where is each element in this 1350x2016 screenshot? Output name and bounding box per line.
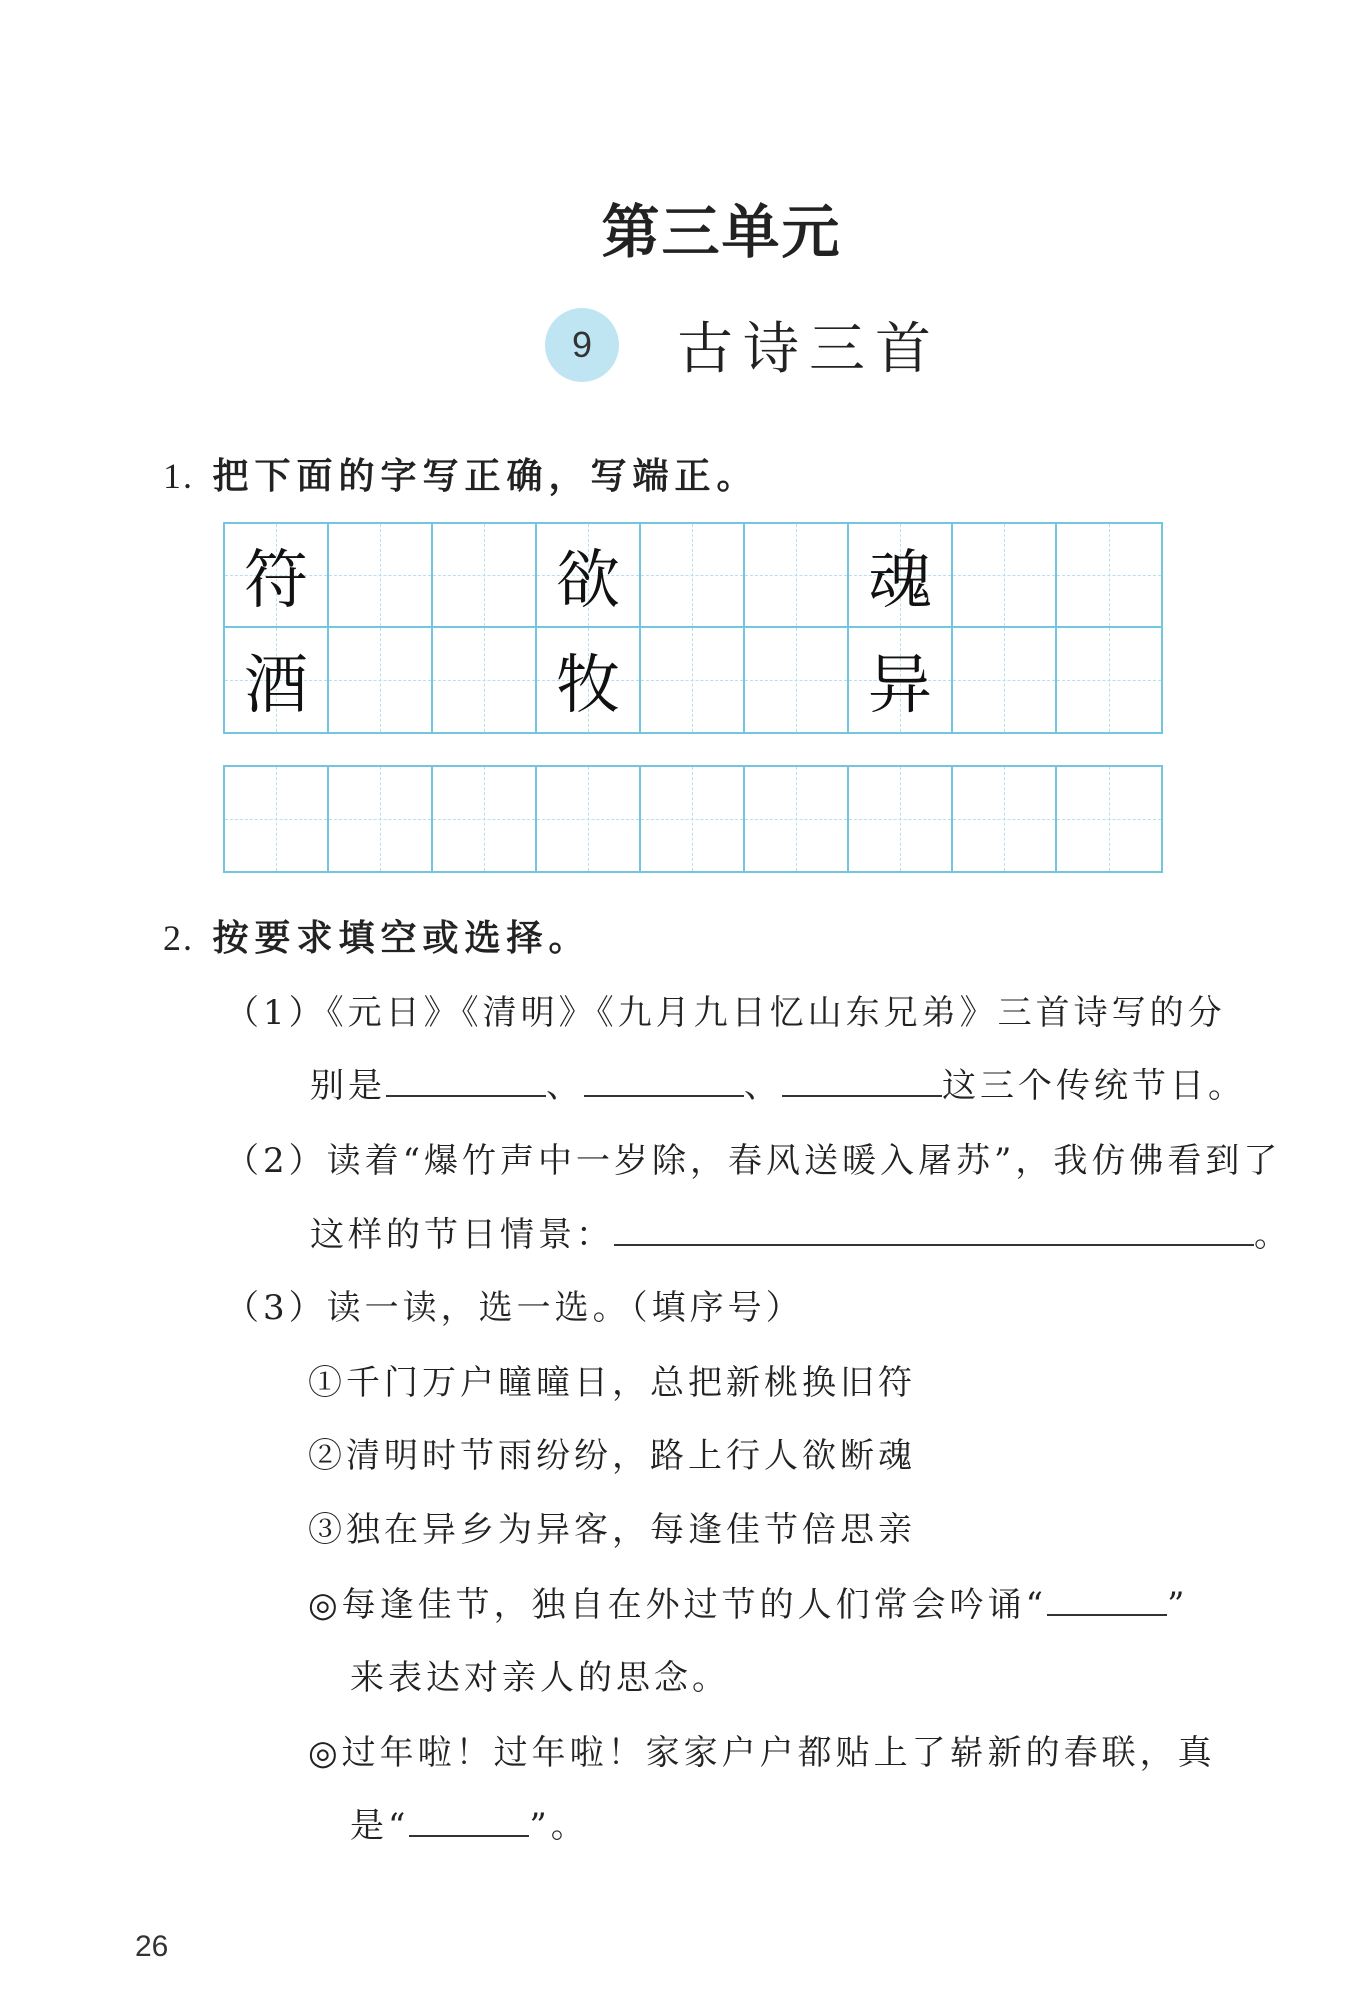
grid-cell[interactable]: 酒: [225, 628, 329, 732]
grid-cell[interactable]: [641, 628, 745, 732]
grid-cell[interactable]: [953, 767, 1057, 871]
sub1-text: 《元日》《清明》《九月九日忆山东兄弟》三首诗写的分: [326, 993, 1226, 1033]
question-2-text: 按要求填空或选择。: [212, 917, 591, 959]
grid-cell[interactable]: [1057, 767, 1161, 871]
question-2-number: 2.: [163, 918, 194, 958]
sub1-line2: [310, 1058, 1246, 1107]
sub3-label: （3）: [225, 1288, 327, 1328]
writing-grid-practice: [223, 522, 1163, 734]
sub2-text: 读着“爆竹声中一岁除，春风送暖入屠苏”，我仿佛看到了: [326, 1141, 1282, 1181]
sub3-item1-line1: [308, 1577, 1188, 1626]
sub3-item1-line2: 来表达对亲人的思念。: [350, 1658, 730, 1698]
sub3-line: [225, 1280, 804, 1329]
grid-cell[interactable]: [329, 767, 433, 871]
sub3-text: 读一读，选一选。（填序号）: [326, 1288, 804, 1328]
grid-cell[interactable]: [641, 767, 745, 871]
fill-blank-festival-1[interactable]: [386, 1065, 546, 1097]
lesson-header: [545, 305, 941, 385]
grid-cell[interactable]: [433, 767, 537, 871]
option-3: ③独在异乡为异客，每逢佳节倍思亲: [308, 1510, 916, 1550]
item2-text-a: 是“: [350, 1806, 410, 1846]
fill-blank-festival-2[interactable]: [584, 1065, 744, 1097]
question-1-number: 1.: [163, 456, 194, 496]
fill-blank-item-1[interactable]: [1047, 1584, 1167, 1616]
grid-cell[interactable]: [433, 628, 537, 732]
option-2: ②清明时节雨纷纷，路上行人欲断魂: [308, 1436, 916, 1476]
page-number: 26: [135, 1930, 169, 1963]
fill-blank-scene[interactable]: [614, 1214, 1254, 1246]
question-1-text: 把下面的字写正确，写端正。: [212, 455, 759, 497]
sub3-item2-line2: [350, 1798, 589, 1847]
lesson-number-badge: 9: [545, 308, 619, 382]
separator: 、: [744, 1066, 782, 1106]
grid-cell[interactable]: [433, 524, 537, 628]
grid-cell[interactable]: [745, 524, 849, 628]
item2-text-b: ”。: [529, 1806, 589, 1846]
option-1: ①千门万户曈曈日，总把新桃换旧符: [308, 1363, 916, 1403]
fill-blank-item-2[interactable]: [409, 1805, 529, 1837]
question-2-title: [163, 910, 591, 961]
grid-cell[interactable]: [329, 628, 433, 732]
grid-cell[interactable]: [537, 767, 641, 871]
sub2-line1: [225, 1133, 1281, 1182]
sub2-label: （2）: [225, 1141, 327, 1181]
grid-cell[interactable]: [953, 628, 1057, 732]
grid-cell[interactable]: 牧: [537, 628, 641, 732]
grid-cell[interactable]: [641, 524, 745, 628]
sub1-label: （1）: [225, 993, 327, 1033]
grid-cell[interactable]: 异: [849, 628, 953, 732]
grid-cell[interactable]: [225, 767, 329, 871]
grid-cell[interactable]: [953, 524, 1057, 628]
grid-cell[interactable]: [745, 628, 849, 732]
sub3-item2-line1: ◎过年啦！过年啦！家家户户都贴上了崭新的春联，真: [308, 1733, 1216, 1773]
fill-blank-festival-3[interactable]: [782, 1065, 942, 1097]
grid-cell[interactable]: [1057, 628, 1161, 732]
sub1-line1: [225, 985, 1226, 1034]
grid-cell[interactable]: [849, 767, 953, 871]
grid-cell[interactable]: 欲: [537, 524, 641, 628]
sub2-end: 。: [1254, 1215, 1292, 1255]
quote-end: ”: [1167, 1585, 1189, 1625]
grid-cell[interactable]: 魂: [849, 524, 953, 628]
question-1-title: [163, 448, 759, 499]
sub1-text-b: 这三个传统节日。: [942, 1066, 1246, 1106]
sub2-text-2: 这样的节日情景：: [310, 1215, 614, 1255]
item1-text: ◎每逢佳节，独自在外过节的人们常会吟诵“: [308, 1585, 1048, 1625]
grid-cell[interactable]: 符: [225, 524, 329, 628]
grid-cell[interactable]: [745, 767, 849, 871]
lesson-title: 古诗三首: [677, 317, 941, 382]
grid-cell[interactable]: [329, 524, 433, 628]
unit-title: 第三单元: [601, 198, 842, 266]
sub1-text-a: 别是: [310, 1066, 386, 1106]
sub2-line2: [310, 1207, 1292, 1256]
separator: 、: [546, 1066, 584, 1106]
grid-cell[interactable]: [1057, 524, 1161, 628]
writing-grid-blank: [223, 765, 1163, 873]
